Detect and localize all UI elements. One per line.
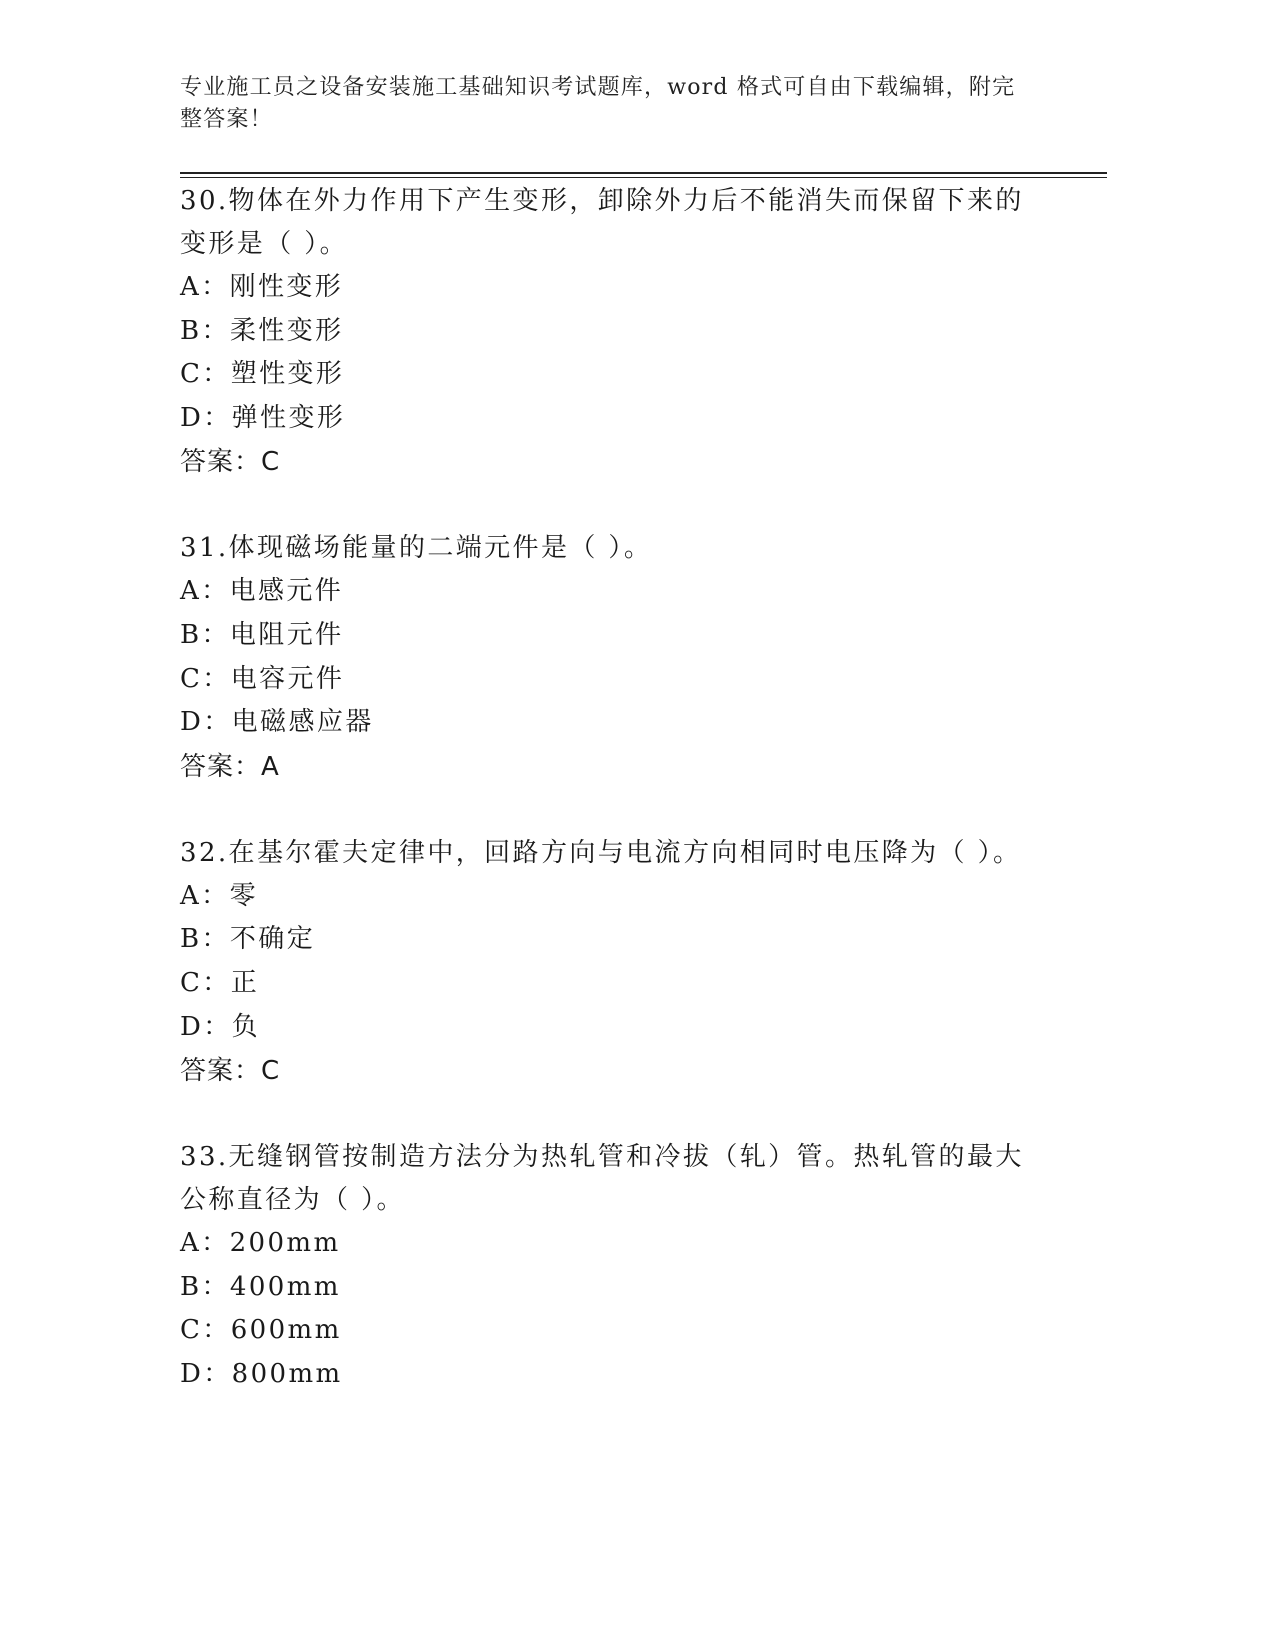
question-stem: 31.体现磁场能量的二端元件是（ ）。 bbox=[180, 533, 653, 564]
option-a: A：200mm bbox=[180, 1228, 341, 1259]
answer-label: 答案：C bbox=[180, 1056, 281, 1087]
option-b: B：400mm bbox=[180, 1271, 341, 1302]
question-33 bbox=[180, 1136, 1110, 1396]
document-header bbox=[180, 72, 1040, 136]
option-c: C：正 bbox=[180, 967, 260, 998]
option-d: D：电磁感应器 bbox=[180, 707, 374, 738]
option-c: C：塑性变形 bbox=[180, 359, 345, 390]
option-a: A：刚性变形 bbox=[180, 272, 344, 302]
header-rule-thin bbox=[180, 177, 1107, 178]
header-rule-thick bbox=[180, 172, 1107, 174]
question-31 bbox=[180, 527, 1110, 788]
option-a: A：电感元件 bbox=[180, 576, 344, 607]
question-stem: 33.无缝钢管按制造方法分为热轧管和冷拔（轧）管。热轧管的最大公称直径为（ ）。 bbox=[180, 1142, 1024, 1216]
option-b: B：电阻元件 bbox=[180, 619, 344, 650]
option-d: D：负 bbox=[180, 1011, 261, 1042]
question-stem: 30.物体在外力作用下产生变形，卸除外力后不能消失而保留下来的变形是（ ）。 bbox=[180, 186, 1024, 259]
header-line-2: 整答案！ bbox=[180, 107, 273, 132]
question-30 bbox=[180, 180, 1110, 484]
answer-label: 答案：C bbox=[180, 447, 281, 478]
option-b: B：不确定 bbox=[180, 924, 316, 955]
answer-label: 答案：A bbox=[180, 751, 280, 782]
option-c: C：600mm bbox=[180, 1315, 342, 1346]
question-stem: 32.在基尔霍夫定律中，回路方向与电流方向相同时电压降为（ ）。 bbox=[180, 837, 1022, 868]
question-list bbox=[180, 180, 1110, 1440]
option-a: A：零 bbox=[180, 880, 258, 911]
document-page bbox=[180, 0, 1110, 1650]
question-32 bbox=[180, 832, 1110, 1093]
option-d: D：弹性变形 bbox=[180, 402, 346, 433]
header-line-1: 专业施工员之设备安装施工基础知识考试题库，word 格式可自由下载编辑，附完 bbox=[180, 75, 1016, 100]
option-b: B：柔性变形 bbox=[180, 315, 344, 346]
option-d: D：800mm bbox=[180, 1358, 343, 1389]
option-c: C：电容元件 bbox=[180, 663, 345, 694]
